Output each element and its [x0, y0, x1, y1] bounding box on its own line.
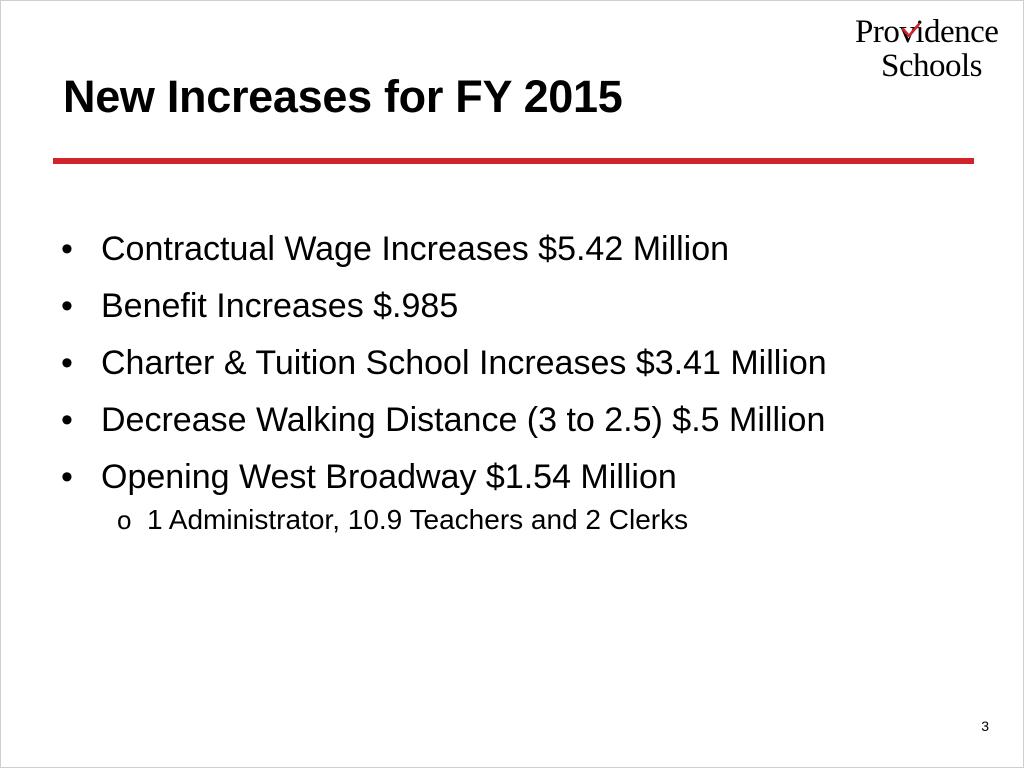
bullet-text: Benefit Increases $.985 [101, 287, 459, 325]
title-divider [53, 158, 974, 164]
providence-schools-logo [855, 13, 1013, 83]
sub-bullet-item [61, 504, 1001, 536]
bullet-item [61, 343, 1001, 383]
sub-bullet-marker: o [117, 505, 132, 535]
bullet-list [61, 229, 1001, 536]
logo-line-schools: Schools [881, 48, 983, 84]
sub-bullet-text: 1 Administrator, 10.9 Teachers and 2 Clerks [147, 504, 689, 535]
bullet-item [61, 400, 1001, 440]
bullet-text: Decrease Walking Distance (3 to 2.5) $.5 Million [101, 401, 826, 439]
bullet-item [61, 286, 1001, 326]
bullet-marker: • [61, 401, 73, 439]
page-number: 3 [981, 718, 989, 734]
bullet-marker: • [61, 230, 73, 268]
slide-title: New Increases for FY 2015 [63, 71, 623, 122]
bullet-text: Charter & Tuition School Increases $3.41 Million [101, 344, 827, 382]
bullet-marker: • [61, 344, 73, 382]
logo-checkmark-icon [902, 23, 920, 37]
bullet-item [61, 457, 1001, 497]
bullet-marker: • [61, 287, 73, 325]
bullet-marker: • [61, 458, 73, 496]
bullet-text: Opening West Broadway $1.54 Million [101, 458, 677, 496]
logo-line-providence: Providence [855, 14, 999, 50]
bullet-text: Contractual Wage Increases $5.42 Million [101, 230, 730, 268]
bullet-item [61, 229, 1001, 269]
